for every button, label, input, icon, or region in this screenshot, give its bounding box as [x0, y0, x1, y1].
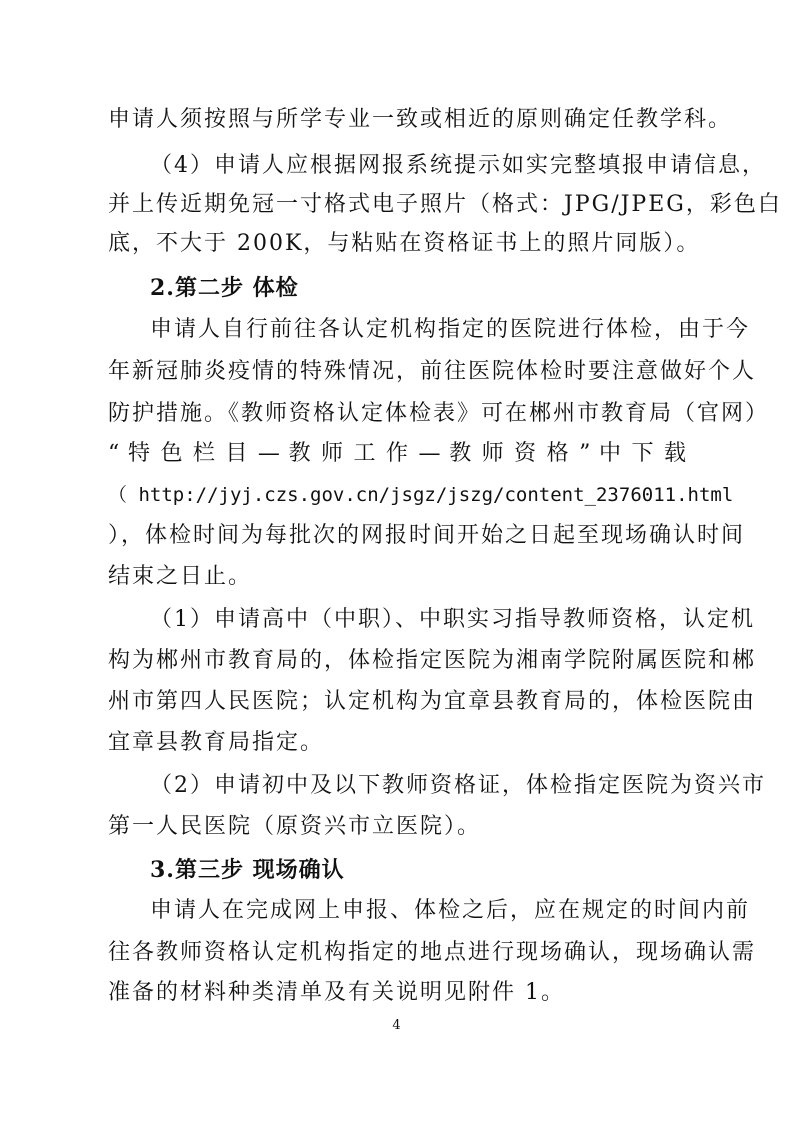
- paragraph-line: 第一人民医院（原资兴市立医院）。: [108, 814, 482, 839]
- paragraph-line: （4）申请人应根据网报系统提示如实完整填报申请信息，: [150, 153, 766, 178]
- paragraph-line: 结束之日止。: [108, 564, 253, 589]
- paragraph-line: 年新冠肺炎疫情的特殊情况，前往医院体检时要注意做好个人: [108, 359, 757, 384]
- paragraph-line: 宜章县教育局指定。: [108, 730, 325, 755]
- paragraph-line: ），体检时间为每批次的网报时间开始之日起至现场确认时间: [108, 523, 746, 548]
- paragraph-line: 底，不大于 200K，与粘贴在资格证书上的照片同版）。: [108, 231, 701, 256]
- paragraph-line: 往各教师资格认定机构指定的地点进行现场确认，现场确认需: [108, 940, 757, 965]
- section-heading: 3.第三步 现场确认: [150, 857, 345, 883]
- paragraph-line: 并上传近期免冠一寸格式电子照片（格式：JPG/JPEG，彩色白: [108, 192, 782, 217]
- paragraph-line: “ 特 色 栏 目 — 教 师 工 作 — 教 师 资 格 ” 中 下 载: [108, 441, 686, 466]
- paragraph-line: （2）申请初中及以下教师资格证，体检指定医院为资兴市: [150, 773, 766, 798]
- paragraph-line: 申请人自行前往各认定机构指定的医院进行体检，由于今: [150, 317, 751, 342]
- paragraph-line: 州市第四人民医院；认定机构为宜章县教育局的，体检医院由: [108, 689, 757, 714]
- paragraph-line: 申请人须按照与所学专业一致或相近的原则确定任教学科。: [108, 107, 733, 132]
- paragraph-line: 构为郴州市教育局的，体检指定医院为湘南学院附属医院和郴: [108, 648, 757, 673]
- section-heading: 2.第二步 体检: [150, 275, 299, 301]
- paragraph-line: 准备的材料种类清单及有关说明见附件 1。: [108, 980, 565, 1005]
- paragraph-line: 防护措施。《教师资格认定体检表》可在郴州市教育局（官网）: [108, 401, 770, 426]
- paragraph-line: 申请人在完成网上申报、体检之后，应在规定的时间内前: [150, 898, 751, 923]
- paragraph-line: （1）申请高中（中职）、中职实习指导教师资格，认定机: [150, 607, 755, 632]
- page-number: 4: [392, 1018, 401, 1033]
- url-line: （ http://jyj.czs.gov.cn/jsgz/jszg/content_2376011.html: [108, 484, 734, 506]
